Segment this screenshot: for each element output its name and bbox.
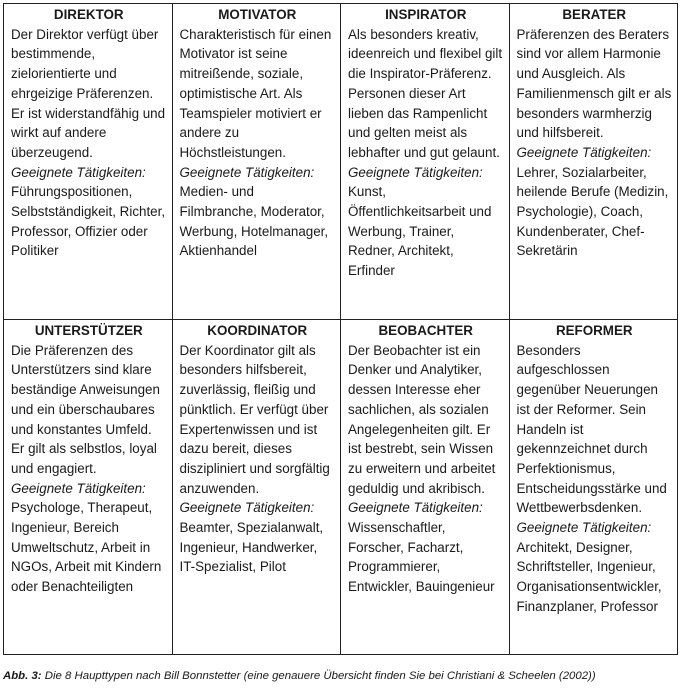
caption-label: Abb. 3:: [3, 670, 42, 682]
type-description: Besonders aufgeschlossen gegenüber Neuerungen ist der Reformer. Sein Handeln ist gekennzeichnet durch Perfektionismus, Entscheidungsstärke und Wettbewerbsdenken.: [516, 342, 667, 516]
jobs-list: Wissenschaftler, Forscher, Facharzt, Programmierer, Entwickler, Bauingenieur: [348, 520, 495, 595]
type-title: INSPIRATOR: [385, 7, 467, 22]
type-title: BEOBACHTER: [378, 323, 473, 338]
table-row: [4, 320, 678, 655]
type-cell-beobachter: [341, 320, 510, 655]
jobs-label: Geeignete Tätigkeiten:: [11, 164, 146, 180]
type-title: DIREKTOR: [53, 7, 124, 22]
type-description: Der Beobachter ist ein Denker und Analytiker, dessen Interesse eher sachlichen, als sozialen Angelegenheiten gilt. Er ist bestrebt, sein Wissen zu erweitern und arbeitet geduldig und akribisch.: [348, 342, 496, 496]
jobs-label: Geeignete Tätigkeiten:: [11, 480, 146, 496]
jobs-list: Medien- und Filmbranche, Moderator, Werbung, Hotelmanager, Aktienhandel: [179, 184, 329, 259]
type-description: Präferenzen des Beraters sind vor allem Harmonie und Ausgleich. Als Familienmensch gilt er als besonders warmherzig und hilfsbereit.: [516, 26, 672, 141]
type-cell-inspirator: [341, 4, 510, 320]
table-row: [4, 4, 678, 320]
jobs-label: Geeignete Tätigkeiten:: [516, 520, 652, 536]
type-cell-motivator: [172, 4, 341, 320]
type-title: MOTIVATOR: [218, 7, 297, 22]
type-description: Der Direktor verfügt über bestimmende, zielorientierte und ehrgeizige Präferenzen. Er ist widerstandfähig und wirkt auf andere überzeugend.: [11, 26, 166, 160]
jobs-label: Geeignete Tätigkeiten:: [179, 500, 315, 516]
personality-types-table: [3, 3, 678, 655]
type-description: Der Koordinator gilt als besonders hilfsbereit, zuverlässig, fleißig und pünktlich. Er verfügt über Expertenwissen und ist dazu bereit, dieses diszipliniert und sorgfältig anzuwenden.: [179, 342, 330, 496]
type-description: Als besonders kreativ, ideenreich und flexibel gilt die Inspirator-Präferenz. Personen dieser Art lieben das Rampenlicht und gelten meist als lebhafter und gut gelaunt.: [348, 26, 503, 160]
caption-text: Die 8 Haupttypen nach Bill Bonnstetter (eine genauere Übersicht finden Sie bei Christiani & Scheelen (2002)): [44, 670, 596, 682]
jobs-label: Geeignete Tätigkeiten:: [179, 164, 315, 180]
figure-caption: [3, 670, 596, 682]
type-cell-unterstuetzer: [4, 320, 173, 655]
jobs-list: Beamter, Spezialanwalt, Ingenieur, Handwerker, IT-Spezialist, Pilot: [179, 520, 324, 575]
jobs-label: Geeignete Tätigkeiten:: [516, 144, 652, 160]
type-title: KOORDINATOR: [207, 323, 308, 338]
type-title: UNTERSTÜTZER: [34, 323, 143, 338]
type-cell-koordinator: [172, 320, 341, 655]
type-cell-direktor: [4, 4, 173, 320]
type-cell-reformer: [509, 320, 678, 655]
jobs-label: Geeignete Tätigkeiten:: [348, 164, 483, 180]
jobs-list: Architekt, Designer, Schriftsteller, Ingenieur, Organisationsentwickler, Finanzplaner, Professor: [516, 539, 662, 614]
type-description: Die Präferenzen des Unterstützers sind klare beständige Anweisungen und ein überschaubares und konstantes Umfeld. Er gilt als selbstlos, loyal und engagiert.: [11, 342, 160, 476]
jobs-label: Geeignete Tätigkeiten:: [348, 500, 483, 516]
type-cell-berater: [509, 4, 678, 320]
jobs-list: Führungspositionen, Selbstständigkeit, Richter, Professor, Offizier oder Politiker: [11, 184, 166, 259]
jobs-list: Kunst, Öffentlichkeitsarbeit und Werbung, Trainer, Redner, Architekt, Erfinder: [348, 184, 492, 279]
type-description: Charakteristisch für einen Motivator ist seine mitreißende, soziale, optimistische Art. Als Teamspieler motiviert er andere zu Höchstleistungen.: [179, 26, 332, 160]
type-title: BERATER: [562, 7, 627, 22]
jobs-list: Lehrer, Sozialarbeiter, heilende Berufe (Medizin, Psychologie), Coach, Kundenberater, Chef-Sekretärin: [516, 164, 669, 259]
jobs-list: Psychologe, Therapeut, Ingenieur, Bereich Umweltschutz, Arbeit in NGOs, Arbeit mit Kindern oder Benachteiligten: [11, 500, 162, 595]
type-title: REFORMER: [555, 323, 633, 338]
